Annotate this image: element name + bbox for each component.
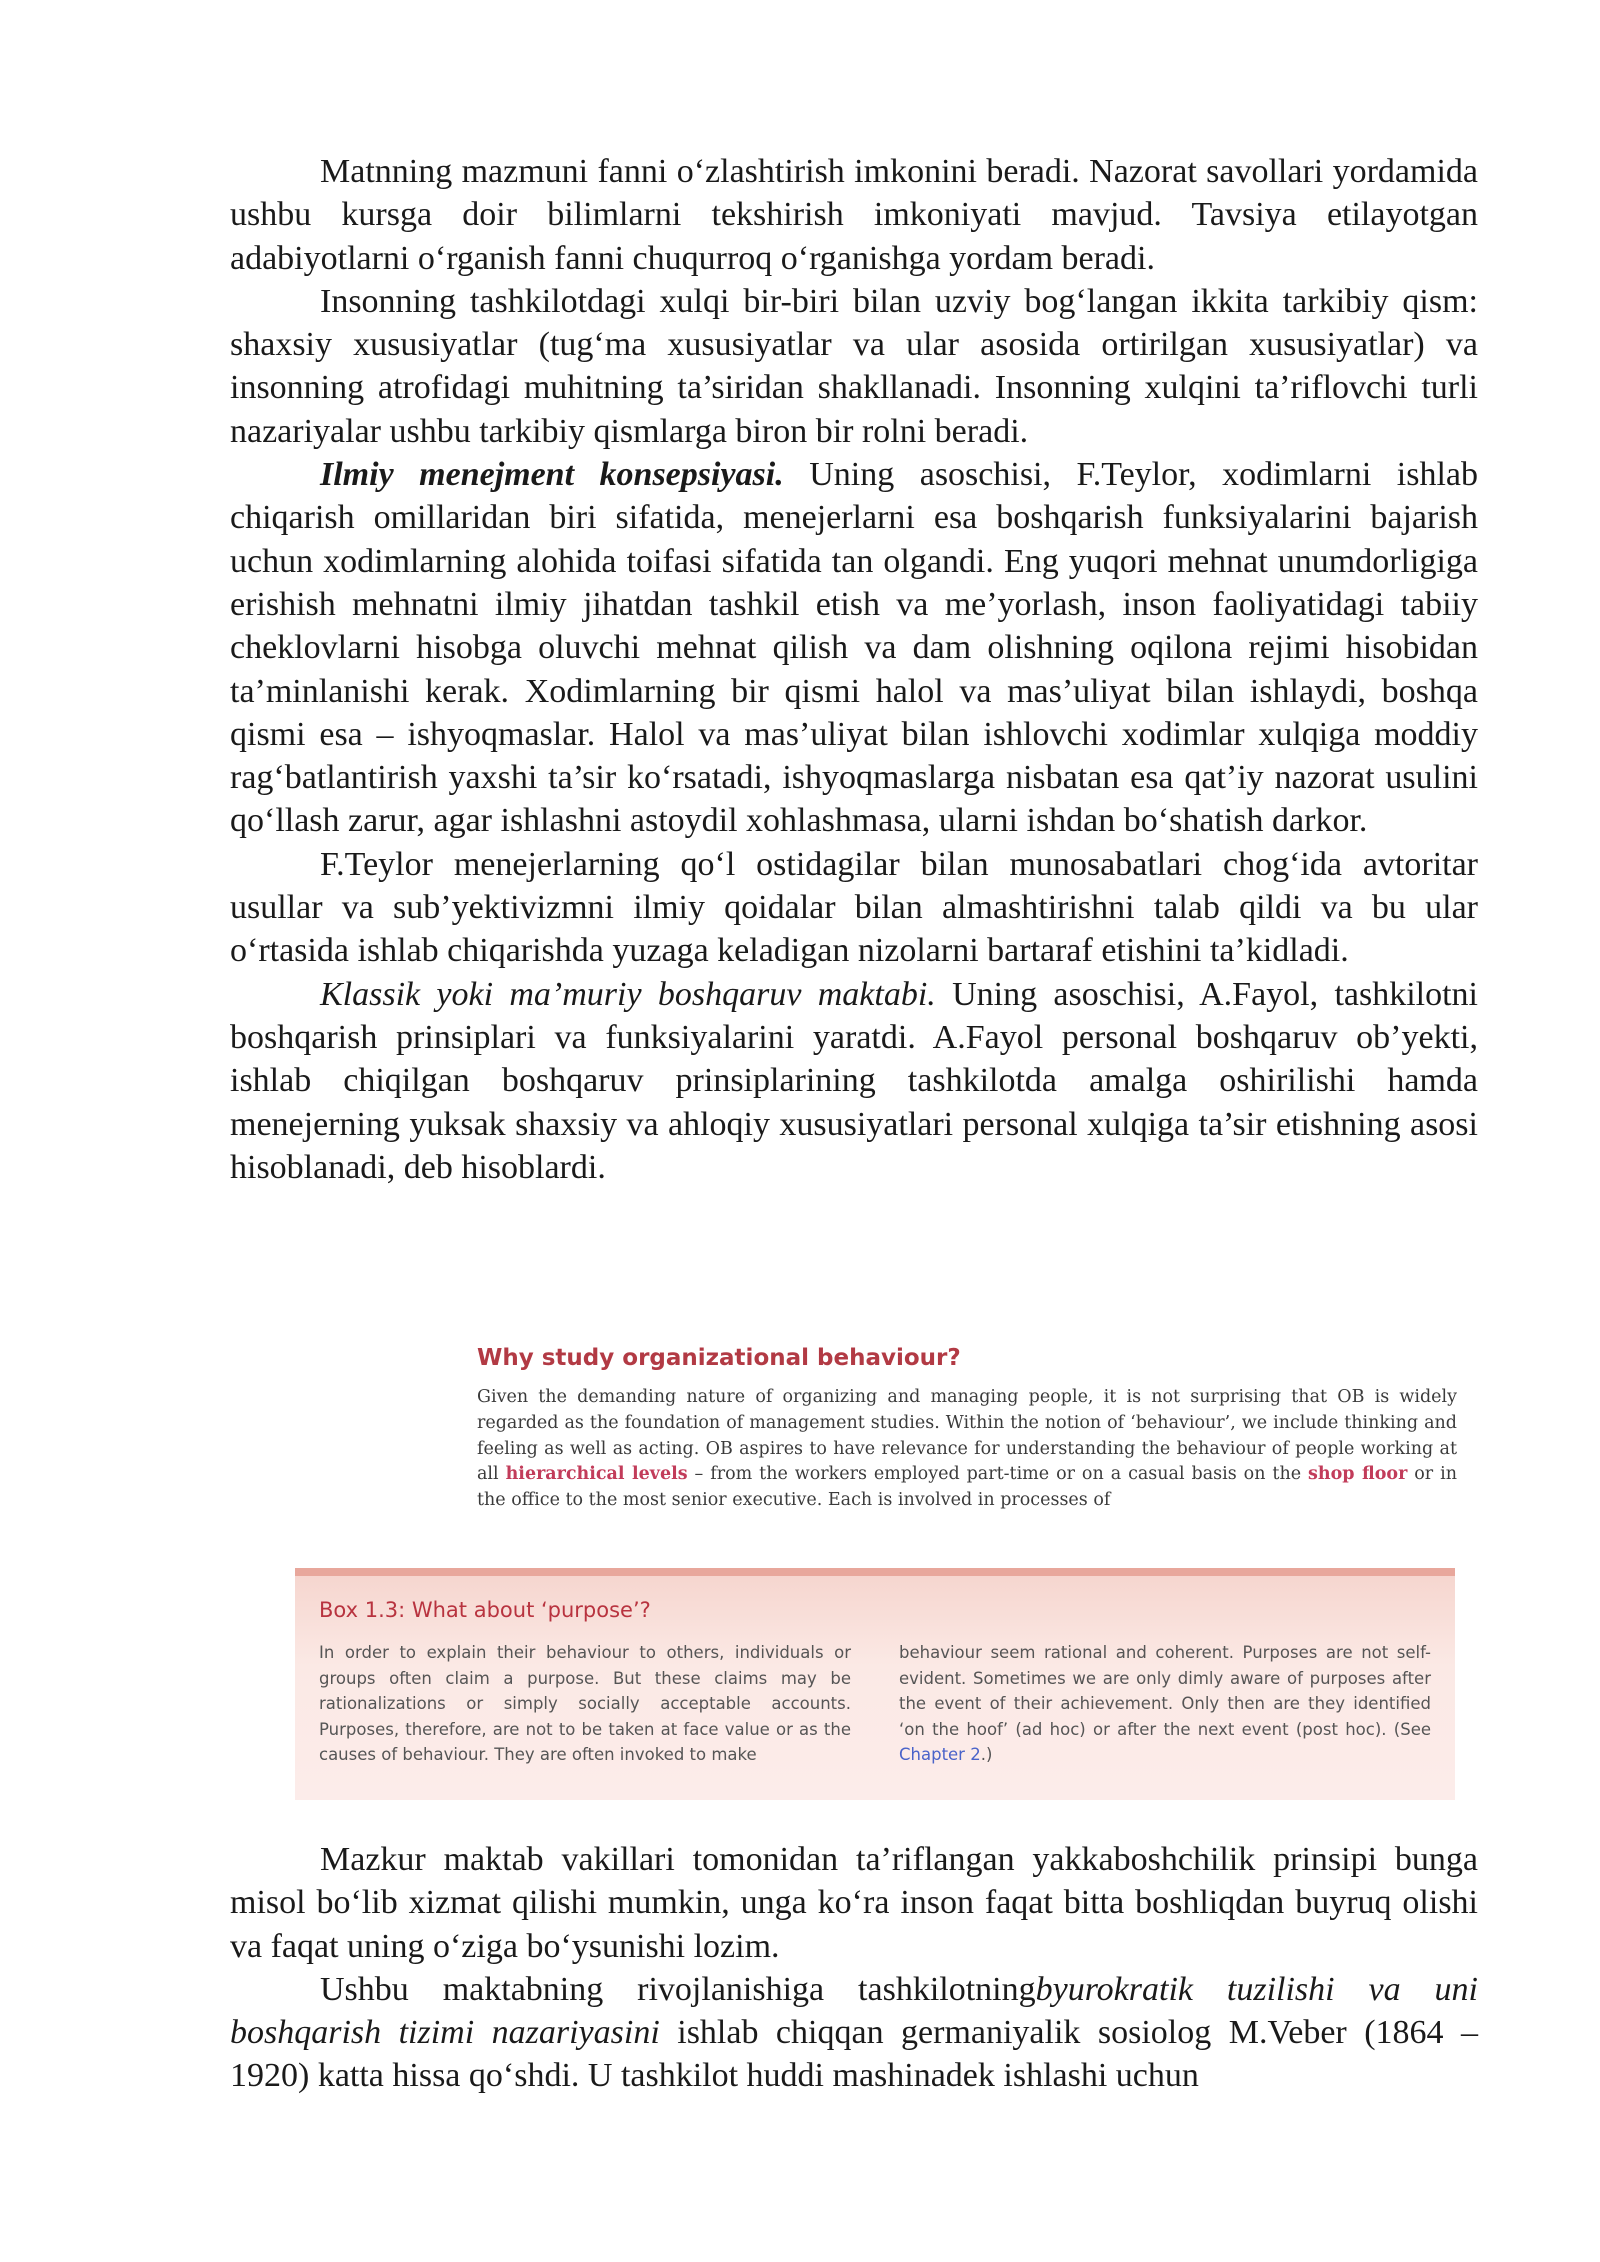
paragraph-scientific-management-text: Uning asoschisi, F.Teylor, xodimlarni ishlab chiqarish omillaridan biri sifatida, menejerlarni esa boshqarish funksiyalarini bajarish uchun xodimlarning alohida toifasi sifatida tan olgandi. Eng yuqori mehnat unumdorligiga erishish mehnatni ilmiy jihatdan tashkil etish va me’yorlash, inson faoliyatidagi tabiiy cheklovlarni hisobga oluvchi mehnat qilish va dam olishning oqilona rejimi hisobidan ta’minlanishi kerak. Xodimlarning bir qismi halol va mas’uliyat bilan ishlaydi, boshqa qismi esa – ishyoqmaslar. Halol va mas’uliyat bilan ishlovchi xodimlar xulqiga moddiy rag‘batlantirish yaxshi ta’sir ko‘rsatadi, ishyoqmaslarga nisbatan esa qat’iy nazorat usulini qo‘llash zarur, agar ishlashni astoydil xohlashmasa, ularni ishdan bo‘shatish darkor. <box>230 456 1479 840</box>
paragraph-unity-of-command: Mazkur maktab vakillari tomonidan ta’riflangan yakkaboshchilik prinsipi bunga misol bo‘lib xizmat qilishi mumkin, unga ko‘ra inson faqat bitta boshliqdan buyruq olishi va faqat uning o‘ziga bo‘ysunishi lozim. <box>230 1841 1478 1965</box>
paragraph-weber-italic: byurokratik tuzilishi va uni boshqarish tizimi nazariyasini <box>230 1970 1478 2052</box>
ob-excerpt-title: Why study organizational behaviour? <box>477 1345 961 1371</box>
highlight-shop-floor: shop floor <box>1308 1464 1408 1485</box>
paragraph-weber-part-a: Ushbu maktabning rivojlanishiga tashkilotning <box>320 1970 1036 2008</box>
ob-excerpt-image <box>477 1345 1457 1514</box>
ob-excerpt-text <box>477 1385 1457 1514</box>
chapter-2-link[interactable]: Chapter 2 <box>899 1745 981 1765</box>
paragraph-classical-school-text: Uning asoschisi, A.Fayol, tashkilotni boshqarish prinsiplari va funksiyalarini yaratdi. A.Fayol personal boshqaruv ob’yekti, ishlab chiqilgan boshqaruv prinsiplarining tashkilotda amalga oshirilishi hamda menejerning yuksak shaxsiy va ahloqiy xususiyatlari personal xulqiga ta’sir etishning asosi hisoblanadi, deb hisoblardi. <box>230 975 1478 1186</box>
box-purpose <box>295 1568 1455 1800</box>
section-heading-scientific-management: Ilmiy menejment konsepsiyasi. <box>320 456 784 494</box>
box-column-right <box>899 1640 1431 1768</box>
section-heading-classical-school: Klassik yoki ma’muriy boshqaruv maktabi. <box>320 975 936 1013</box>
ob-text-part-c: or in the office to the most senior executive. Each is involved in processes of <box>477 1464 1457 1511</box>
box-title: Box 1.3: What about ‘purpose’? <box>319 1598 651 1622</box>
box-column-left: In order to explain their behaviour to others, individuals or groups often claim a purpose. But these claims may be rationalizations or simply socially acceptable accounts. Purposes, therefore, are not to be taken at face value or as the causes of behaviour. They are often invoked to make <box>319 1643 851 1765</box>
document-body-top <box>230 150 1478 1189</box>
paragraph-weber-part-b: ishlab chiqqan germaniyalik sosiolog M.Veber (1864 – 1920) katta hissa qo‘shdi. U tashkilot huddi mashinadek ishlashi uchun <box>230 2014 1478 2095</box>
box-right-end: .) <box>980 1745 993 1765</box>
paragraph-taylor: F.Teylor menejerlarning qo‘l ostidagilar bilan munosabatlari chog‘ida avtoritar usullar va sub’yektivizmni ilmiy qoidalar bilan almashtirishni talab qildi va bu ular o‘rtasida ishlab chiqarishda yuzaga keladigan nizolarni bartaraf etishini ta’kidladi. <box>230 845 1478 970</box>
highlight-hierarchical-levels: hierarchical levels <box>505 1464 688 1485</box>
box-right-text: behaviour seem rational and coherent. Purposes are not self-evident. Sometimes we are only dimly aware of purposes after the event of their achievement. Only then are they identified ‘on the hoof’ (ad hoc) or after the next event (post hoc). (See <box>899 1643 1431 1739</box>
ob-text-part-b: – from the workers employed part-time or on a casual basis on the <box>687 1464 1309 1485</box>
paragraph-weber <box>230 1968 1478 2098</box>
ob-text-part-a: Given the demanding nature of organizing and managing people, it is not surprising that OB is widely regarded as the foundation of management studies. Within the notion of ‘behaviour’, we include thinking and feeling as well as acting. OB aspires to have relevance for understanding the behaviour of people working at all <box>477 1387 1457 1485</box>
paragraph-intro: Matnning mazmuni fanni o‘zlashtirish imkonini beradi. Nazorat savollari yordamida ushbu kursga doir bilimlarni tekshirish imkoniyati mavjud. Tavsiya etilayotgan adabiyotlarni o‘rganish fanni chuqurroq o‘rganishga yordam beradi. <box>230 153 1478 277</box>
document-body-bottom <box>230 1838 1478 2098</box>
box-columns <box>319 1640 1431 1768</box>
paragraph-behaviour: Insonning tashkilotdagi xulqi bir-biri bilan uzviy bog‘langan ikkita tarkibiy qism: shaxsiy xususiyatlar (tug‘ma xususiyatlar va ular asosida ortirilgan xususiyatlar) va insonning atrofidagi muhitning ta’siridan shakllanadi. Insonning xulqini ta’riflovchi turli nazariyalar ushbu tarkibiy qismlarga biron bir rolni beradi. <box>230 282 1478 450</box>
paragraph-classical-school <box>230 973 1478 1189</box>
paragraph-scientific-management <box>230 453 1478 843</box>
